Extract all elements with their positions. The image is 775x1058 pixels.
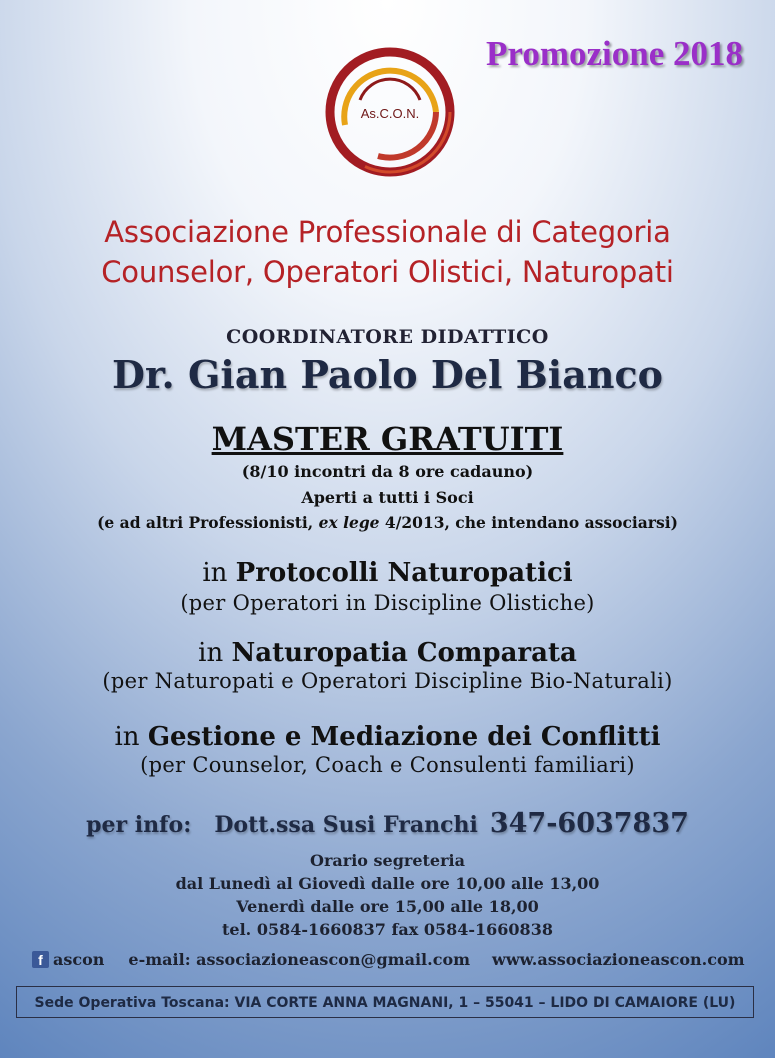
master-detail-2: Aperti a tutti i Soci: [301, 488, 474, 507]
facebook-icon[interactable]: f: [32, 951, 49, 968]
master-detail-1: (8/10 incontri da 8 ore cadauno): [241, 462, 534, 481]
office-hours-line: Venerdì dalle ore 15,00 alle 18,00: [236, 897, 539, 916]
contacts-row: [32, 950, 745, 969]
org-line-2: Counselor, Operatori Olistici, Naturopati: [101, 255, 674, 289]
info-label: per info:: [86, 812, 192, 838]
course-audience: (per Naturopati e Operatori Discipline Bio-Naturali): [102, 669, 673, 693]
course-audience: (per Operatori in Discipline Olistiche): [180, 591, 595, 615]
promo-title: Promozione 2018: [486, 34, 743, 73]
course-audience: (per Counselor, Coach e Consulenti familiari): [140, 753, 635, 777]
info-phone[interactable]: 347-6037837: [489, 808, 689, 839]
master-detail-3: (e ad altri Professionisti, ex lege 4/2013, che intendano associarsi): [97, 513, 678, 532]
course-title: in Gestione e Mediazione dei Conflitti: [114, 722, 661, 752]
coordinator-label: COORDINATORE DIDATTICO: [226, 326, 549, 348]
course-title: in Naturopatia Comparata: [198, 638, 577, 668]
info-contact: Dott.ssa Susi Franchi: [214, 812, 478, 838]
course-title: in Protocolli Naturopatici: [202, 558, 573, 588]
sede-address: Sede Operativa Toscana: VIA CORTE ANNA MAGNANI, 1 – 55041 – LIDO DI CAMAIORE (LU): [16, 986, 754, 1018]
ascon-logo: [318, 40, 462, 184]
office-hours-title: Orario segreteria: [310, 851, 465, 870]
office-hours-line: dal Lunedì al Giovedì dalle ore 10,00 alle 13,00: [175, 874, 600, 893]
org-line-1: Associazione Professionale di Categoria: [104, 215, 671, 249]
info-line: [0, 808, 775, 839]
email-link[interactable]: e-mail: associazioneascon@gmail.com: [128, 950, 471, 969]
coordinator-name: Dr. Gian Paolo Del Bianco: [112, 352, 663, 397]
master-title: MASTER GRATUITI: [211, 420, 564, 458]
facebook-name[interactable]: ascon: [53, 950, 105, 969]
office-phone-fax[interactable]: tel. 0584-1660837 fax 0584-1660838: [222, 920, 553, 939]
logo-text: As.C.O.N.: [360, 106, 420, 121]
website-link[interactable]: www.associazioneascon.com: [492, 950, 745, 969]
